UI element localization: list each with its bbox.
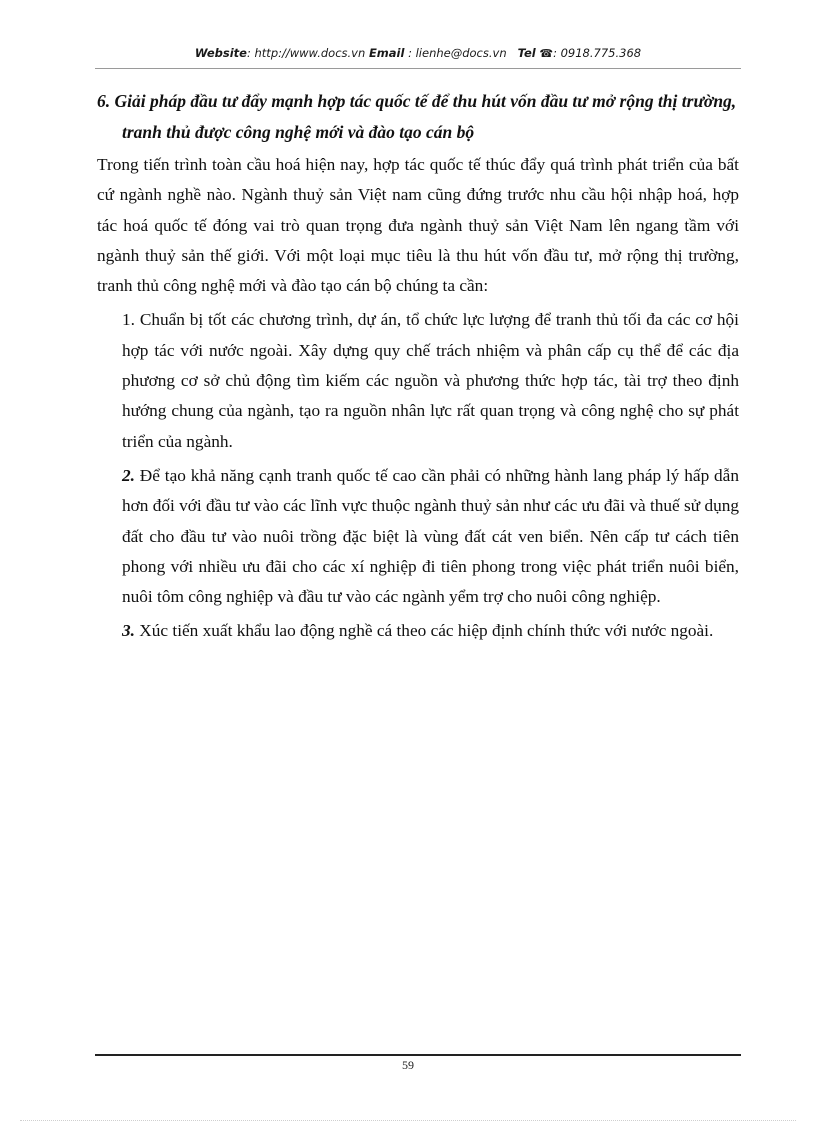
list-item-1-number: 1.: [122, 310, 135, 330]
telephone-icon: ☎: [539, 47, 554, 60]
list-item-3-number: 3.: [122, 621, 135, 641]
list-item-2-text: Để tạo khả năng cạnh tranh quốc tế cao cần phải có những hành lang pháp lý hấp dẫn hơn đối với đầu tư vào các lĩnh vực thuộc ngành thuỷ sản như các ưu đãi và thuế sử dụng đất cho đầu tư vào nuôi trồng đặc biệt là vùng đất cát ven biển. Nên cấp tư cách tiên phong với nhiều ưu đãi cho các xí nghiệp đi tiên phong trong việc phát triển nuôi biển, nuôi tôm công nghiệp và đầu tư vào các ngành yểm trợ cho nuôi công nghiệp.: [122, 465, 740, 607]
website-label: Website: [194, 46, 247, 60]
list-item-1: [97, 305, 739, 456]
page-number: 59: [402, 1058, 414, 1072]
page-header: [95, 46, 741, 69]
tel-value: : 0918.775.368: [553, 46, 642, 60]
list-item-1-text: Chuẩn bị tốt các chương trình, dự án, tổ chức lực lượng để tranh thủ tối đa các cơ hội hợp tác với nước ngoài. Xây dựng quy chế trách nhiệm và phân cấp cụ thể để các địa phương cơ sở chủ động tìm kiếm các nguồn và phương thức hợp tác, tài trợ theo định hướng chung của ngành, tạo ra nguồn nhân lực rất quan trọng và công nghệ cho sự phát triển của ngành.: [122, 310, 739, 451]
list-item-3: [97, 616, 739, 646]
website-value: : http://www.docs.vn: [246, 46, 366, 60]
list-item-2: [97, 461, 739, 612]
section-heading: 6. Giải pháp đầu tư đẩy mạnh hợp tác quốc tế để thu hút vốn đầu tư mở rộng thị trường, tranh thủ được công nghệ mới và đào tạo cán bộ: [97, 91, 737, 142]
email-label: Email: [368, 46, 405, 60]
document-body: [97, 86, 739, 647]
footer-divider: [95, 1054, 741, 1056]
email-value: : lienhe@docs.vn: [408, 46, 507, 60]
page-bottom-border: [20, 1120, 796, 1121]
list-item-2-number: 2.: [122, 465, 135, 485]
intro-paragraph: Trong tiến trình toàn cầu hoá hiện nay, hợp tác quốc tế thúc đẩy quá trình phát triển của bất cứ ngành nghề nào. Ngành thuỷ sản Việt nam cũng đứng trước nhu cầu hội nhập hoá, hợp tác hoá quốc tế đóng vai trò quan trọng đưa ngành thuỷ sản Việt Nam lên ngang tầm với ngành thuỷ sản thế giới. Với một loại mục tiêu là thu hút vốn đầu tư, mở rộng thị trường, tranh thủ công nghệ mới và đào tạo cán bộ chúng ta cần:: [97, 155, 739, 296]
list-item-3-text: Xúc tiến xuất khẩu lao động nghề cá theo các hiệp định chính thức với nước ngoài.: [134, 621, 714, 641]
tel-label: Tel: [517, 46, 536, 60]
